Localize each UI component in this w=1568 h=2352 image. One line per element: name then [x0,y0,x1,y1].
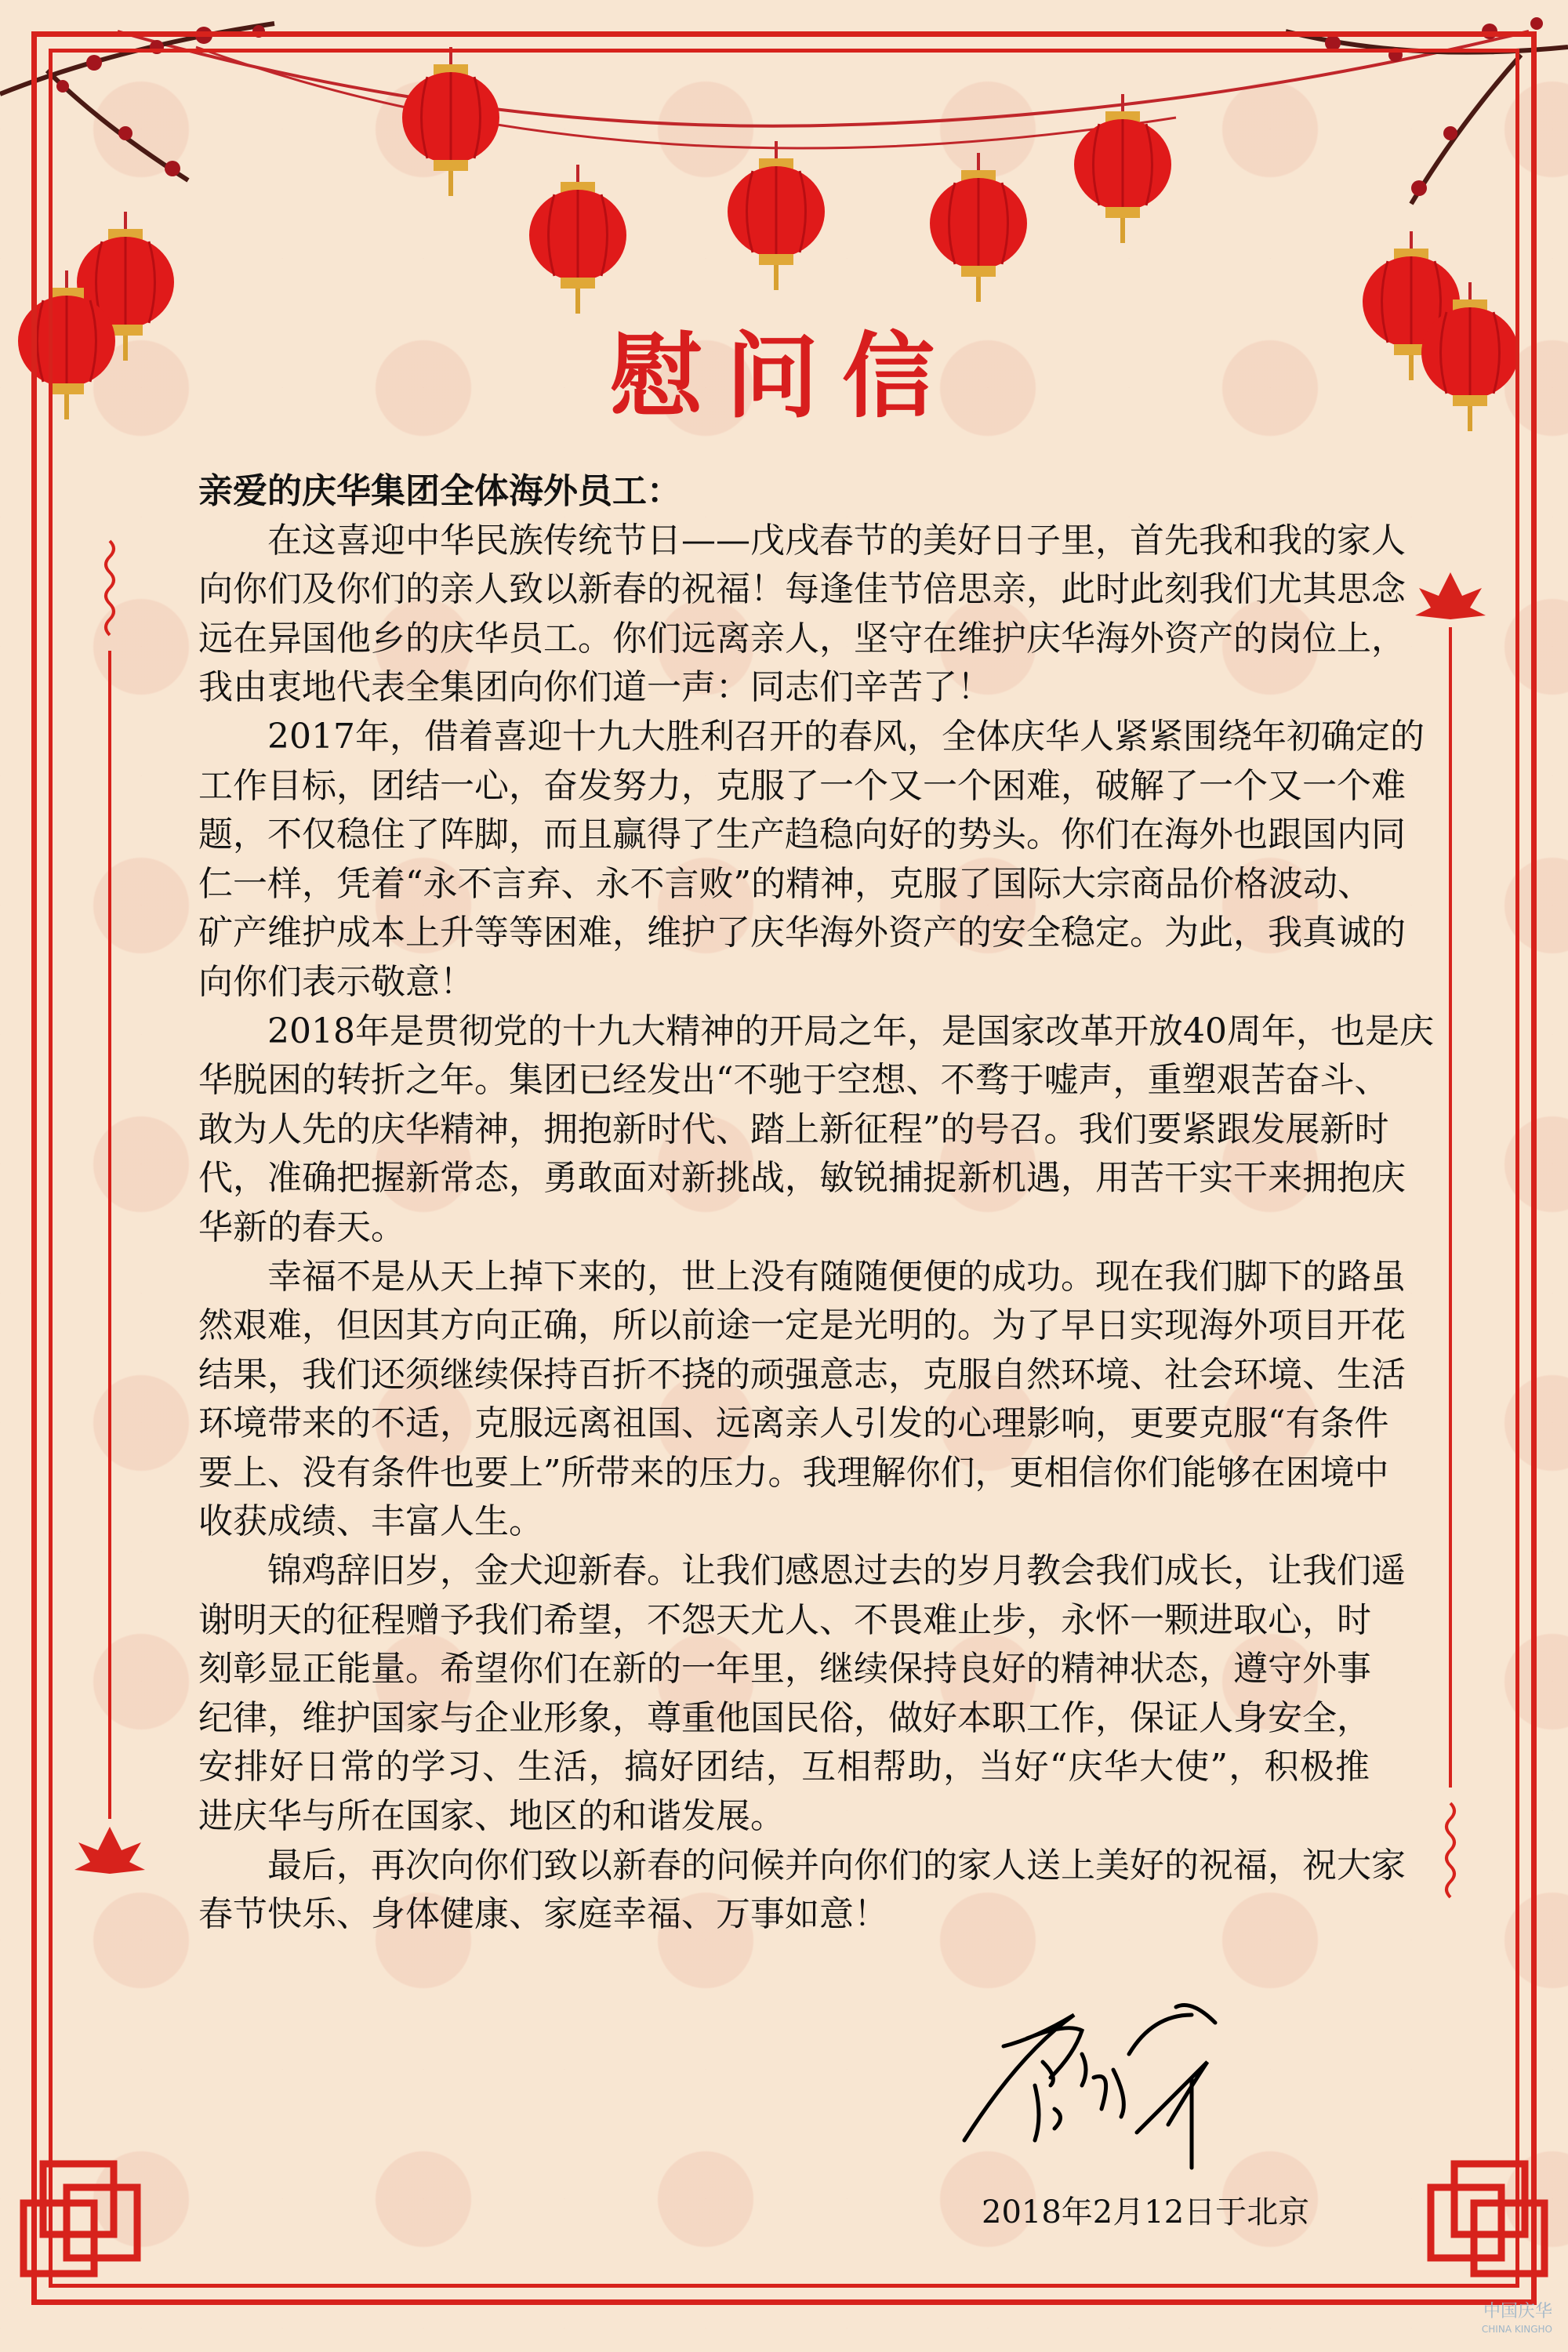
text-line: 锦鸡辞旧岁，金犬迎新春。让我们感恩过去的岁月教会我们成长，让我们遥 [267,1551,1406,1592]
text-line: 华新的春天。 [198,1207,405,1247]
text-line: 敢为人先的庆华精神，拥抱新时代、踏上新征程”的号召。我们要紧跟发展新时 [198,1109,1389,1149]
letter-body [198,467,1434,1940]
watermark-cn: 中国庆华 [1483,2302,1552,2321]
text-line: 2018年是贯彻党的十九大精神的开局之年，是国家改革开放40周年，也是庆 [267,1011,1434,1051]
handwritten-signature [956,1991,1286,2172]
paragraph [198,1007,1434,1253]
text-line: 代，准确把握新常态，勇敢面对新挑战，敏锐捕捉新机遇，用苦干实干来拥抱庆 [198,1158,1406,1199]
text-line: 远在异国他乡的庆华员工。你们远离亲人，坚守在维护庆华海外资产的岗位上， [198,618,1406,659]
text-line: 矿产维护成本上升等等困难，维护了庆华海外资产的安全稳定。为此，我真诚的 [198,913,1406,953]
text-line: 工作目标，团结一心，奋发努力，克服了一个又一个困难，破解了一个又一个难 [198,765,1406,806]
text-line: 春节快乐、身体健康、家庭幸福、万事如意！ [198,1894,888,1935]
text-line: 向你们及你们的亲人致以新春的祝福！每逢佳节倍思亲，此时此刻我们尤其思念 [198,569,1406,610]
text-line: 幸福不是从天上掉下来的，世上没有随随便便的成功。现在我们脚下的路虽 [267,1256,1406,1297]
salutation: 亲爱的庆华集团全体海外员工： [198,471,681,511]
text-line: 然艰难，但因其方向正确，所以前途一定是光明的。为了早日实现海外项目开花 [198,1305,1406,1346]
text-line: 纪律，维护国家与企业形象，尊重他国民俗，做好本职工作，保证人身安全， [198,1697,1371,1738]
text-line: 在这喜迎中华民族传统节日——戊戌春节的美好日子里，首先我和我的家人 [267,520,1406,561]
text-line: 谢明天的征程赠予我们希望，不怨天尤人、不畏难止步，永怀一颗进取心，时 [198,1599,1371,1640]
text-line: 华脱困的转折之年。集团已经发出“不驰于空想、不骛于嘘声，重塑艰苦奋斗、 [198,1060,1389,1101]
text-line: 我由衷地代表全集团向你们道一声：同志们辛苦了！ [198,667,992,708]
paragraph [198,1547,1406,1842]
text-line: 题，不仅稳住了阵脚，而且赢得了生产趋稳向好的势头。你们在海外也跟国内同 [198,815,1406,855]
date-place: 2018年2月12日于北京 [982,2194,1310,2230]
text-line: 刻彰显正能量。希望你们在新的一年里，继续保持良好的精神状态，遵守外事 [198,1649,1371,1690]
text-line: 最后，再次向你们致以新春的问候并向你们的家人送上美好的祝福，祝大家 [267,1845,1406,1886]
paragraph [198,713,1425,1007]
text-line: 2017年，借着喜迎十九大胜利召开的春风，全体庆华人紧紧围绕年初确定的 [267,716,1425,757]
text-line: 收获成绩、丰富人生。 [198,1501,543,1542]
text-line: 安排好日常的学习、生活，搞好团结，互相帮助，当好“庆华大使”，积极推 [198,1747,1370,1788]
paragraph [198,517,1406,713]
page-title: 慰问信 [609,322,958,430]
paragraph [198,1842,1406,1940]
text-line: 结果，我们还须继续保持百折不挠的顽强意志，克服自然环境、社会环境、生活 [198,1354,1406,1395]
text-line: 进庆华与所在国家、地区的和谐发展。 [198,1796,785,1837]
text-line: 仁一样，凭着“永不言弃、永不言败”的精神，克服了国际大宗商品价格波动、 [198,863,1372,904]
text-line: 向你们表示敬意！ [198,961,474,1002]
paragraph [198,1253,1406,1548]
watermark-en: CHINA KINGHO [1481,2324,1552,2335]
text-line: 环境带来的不适，克服远离祖国、远离亲人引发的心理影响，更要克服“有条件 [198,1403,1389,1444]
text-line: 要上、没有条件也要上”所带来的压力。我理解你们，更相信你们能够在困境中 [198,1452,1389,1493]
watermark-logo [1482,2303,1552,2338]
